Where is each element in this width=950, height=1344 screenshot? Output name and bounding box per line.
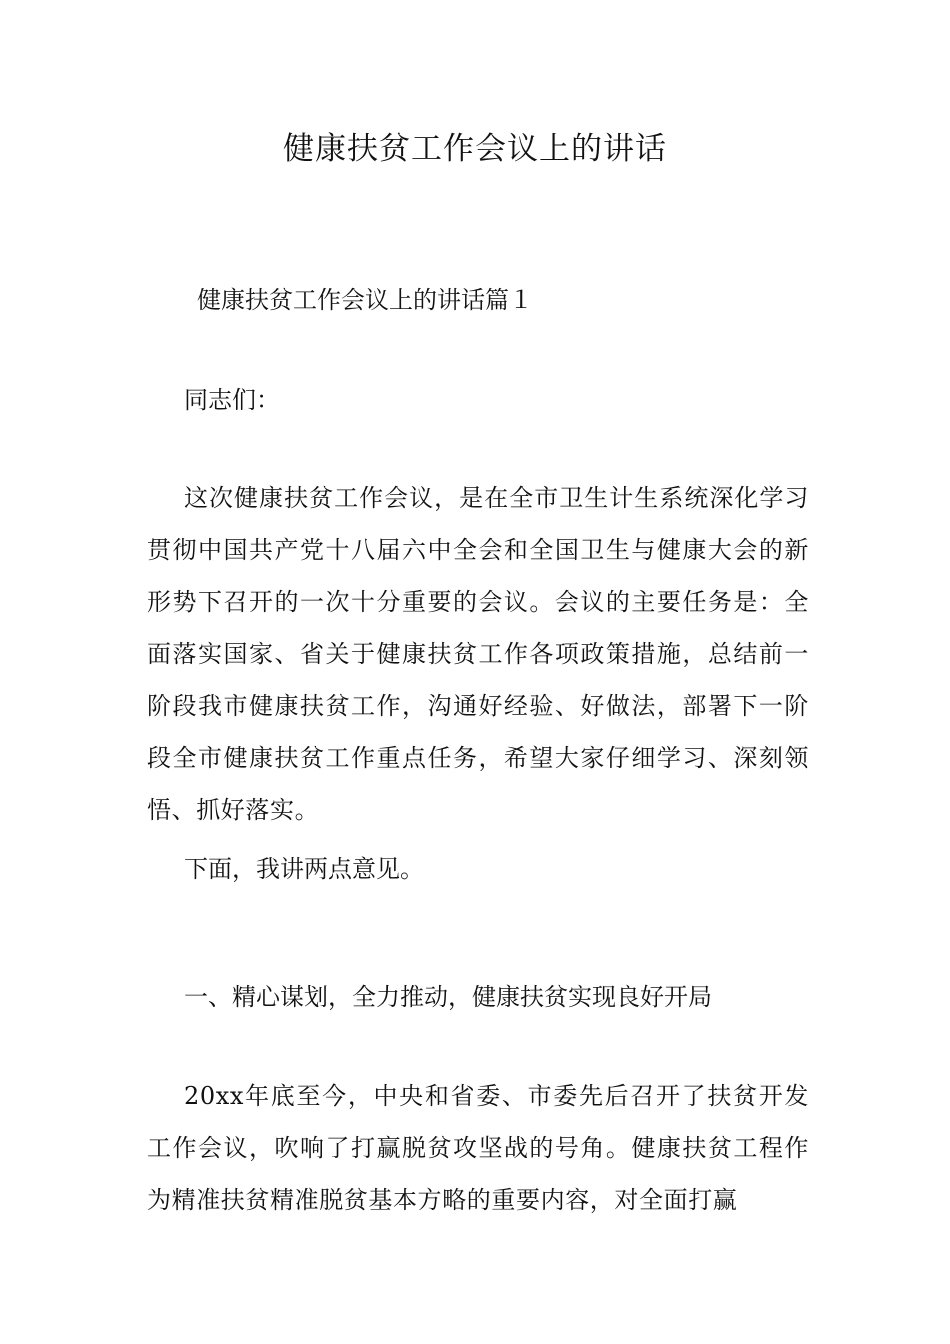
section-heading: 健康扶贫工作会议上的讲话篇１ <box>197 286 533 314</box>
section-heading-1: 一、精心谋划，全力推动，健康扶贫实现良好开局 <box>184 983 712 1011</box>
body-paragraph-1: 这次健康扶贫工作会议，是在全市卫生计生系统深化学习贯彻中国共产党十八届六中全会和全国卫生与健康大会的新形势下召开的一次十分重要的会议。会议的主要任务是：全面落实国家、省关于健康扶贫工作各项政策措施，总结前一阶段我市健康扶贫工作，沟通好经验、好做法，部署下一阶段全市健康扶贫工作重点任务，希望大家仔细学习、深刻领悟、抓好落实。 <box>147 484 809 824</box>
document-title: 健康扶贫工作会议上的讲话 <box>283 131 667 167</box>
body-paragraph-3: 20xx年底至今，中央和省委、市委先后召开了扶贫开发工作会议，吹响了打赢脱贫攻坚战的号角。健康扶贫工程作为精准扶贫精准脱贫基本方略的重要内容，对全面打赢 <box>147 1082 809 1214</box>
body-paragraph-2: 下面，我讲两点意见。 <box>184 855 424 883</box>
salutation: 同志们： <box>184 386 280 414</box>
